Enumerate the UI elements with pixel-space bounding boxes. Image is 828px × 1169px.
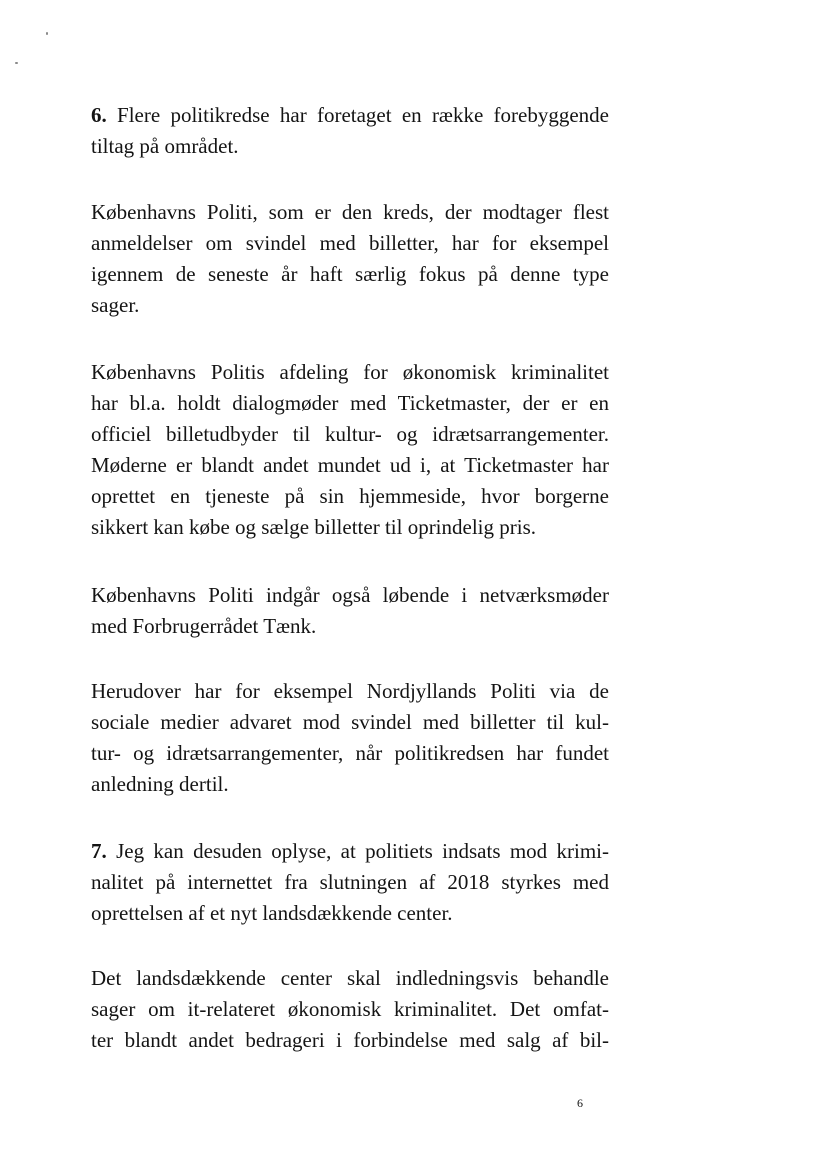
paragraph-line: officiel billetudbyder til kultur- og idrætsarrangementer. <box>91 422 609 446</box>
paragraph-line: Det landsdækkende center skal indledningsvis behandle <box>91 966 609 990</box>
paragraph <box>91 357 609 543</box>
section-number: 6. <box>91 103 107 127</box>
paragraph <box>91 963 609 1056</box>
paragraph-line: tur- og idrætsarrangementer, når politikredsen har fundet <box>91 741 609 765</box>
paragraph <box>91 676 609 800</box>
scan-speck <box>46 32 48 35</box>
paragraph-line: har bl.a. holdt dialogmøder med Ticketmaster, der er en <box>91 391 609 415</box>
paragraph-line: anmeldelser om svindel med billetter, har for eksempel <box>91 231 609 255</box>
paragraph-line: Københavns Politi, som er den kreds, der modtager flest <box>91 200 609 224</box>
paragraph-line: sager. <box>91 293 140 317</box>
paragraph-line: Københavns Politis afdeling for økonomisk kriminalitet <box>91 360 609 384</box>
section-number: 7. <box>91 839 107 863</box>
paragraph-line: igennem de seneste år haft særlig fokus på denne type <box>91 262 609 286</box>
paragraph-line: 7. Jeg kan desuden oplyse, at politiets indsats mod krimi- <box>91 839 609 863</box>
paragraph-line: Møderne er blandt andet mundet ud i, at Ticketmaster har <box>91 453 609 477</box>
paragraph <box>91 580 609 642</box>
paragraph-line: 6. Flere politikredse har foretaget en række forebyggende <box>91 103 609 127</box>
paragraph-line: anledning dertil. <box>91 772 229 796</box>
paragraph-line: sager om it-relateret økonomisk kriminalitet. Det omfat- <box>91 997 609 1021</box>
paragraph-line: sikkert kan købe og sælge billetter til oprindelig pris. <box>91 515 537 539</box>
paragraph-line: Herudover har for eksempel Nordjyllands Politi via de <box>91 679 609 703</box>
paragraph-line: tiltag på området. <box>91 134 239 158</box>
paragraph-line: ter blandt andet bedrageri i forbindelse med salg af bil- <box>91 1028 609 1052</box>
paragraph-line: oprettet en tjeneste på sin hjemmeside, hvor borgerne <box>91 484 609 508</box>
paragraph-6 <box>91 100 609 162</box>
paragraph-line: Københavns Politi indgår også løbende i netværksmøder <box>91 583 609 607</box>
paragraph-7 <box>91 836 609 929</box>
paragraph-line: oprettelsen af et nyt landsdækkende center. <box>91 901 453 925</box>
paragraph <box>91 197 609 321</box>
page-number: 6 <box>577 1096 583 1110</box>
paragraph-line: med Forbrugerrådet Tænk. <box>91 614 317 638</box>
paragraph-line: sociale medier advaret mod svindel med billetter til kul- <box>91 710 609 734</box>
scan-speck <box>15 62 18 64</box>
paragraph-line: nalitet på internettet fra slutningen af 2018 styrkes med <box>91 870 609 894</box>
